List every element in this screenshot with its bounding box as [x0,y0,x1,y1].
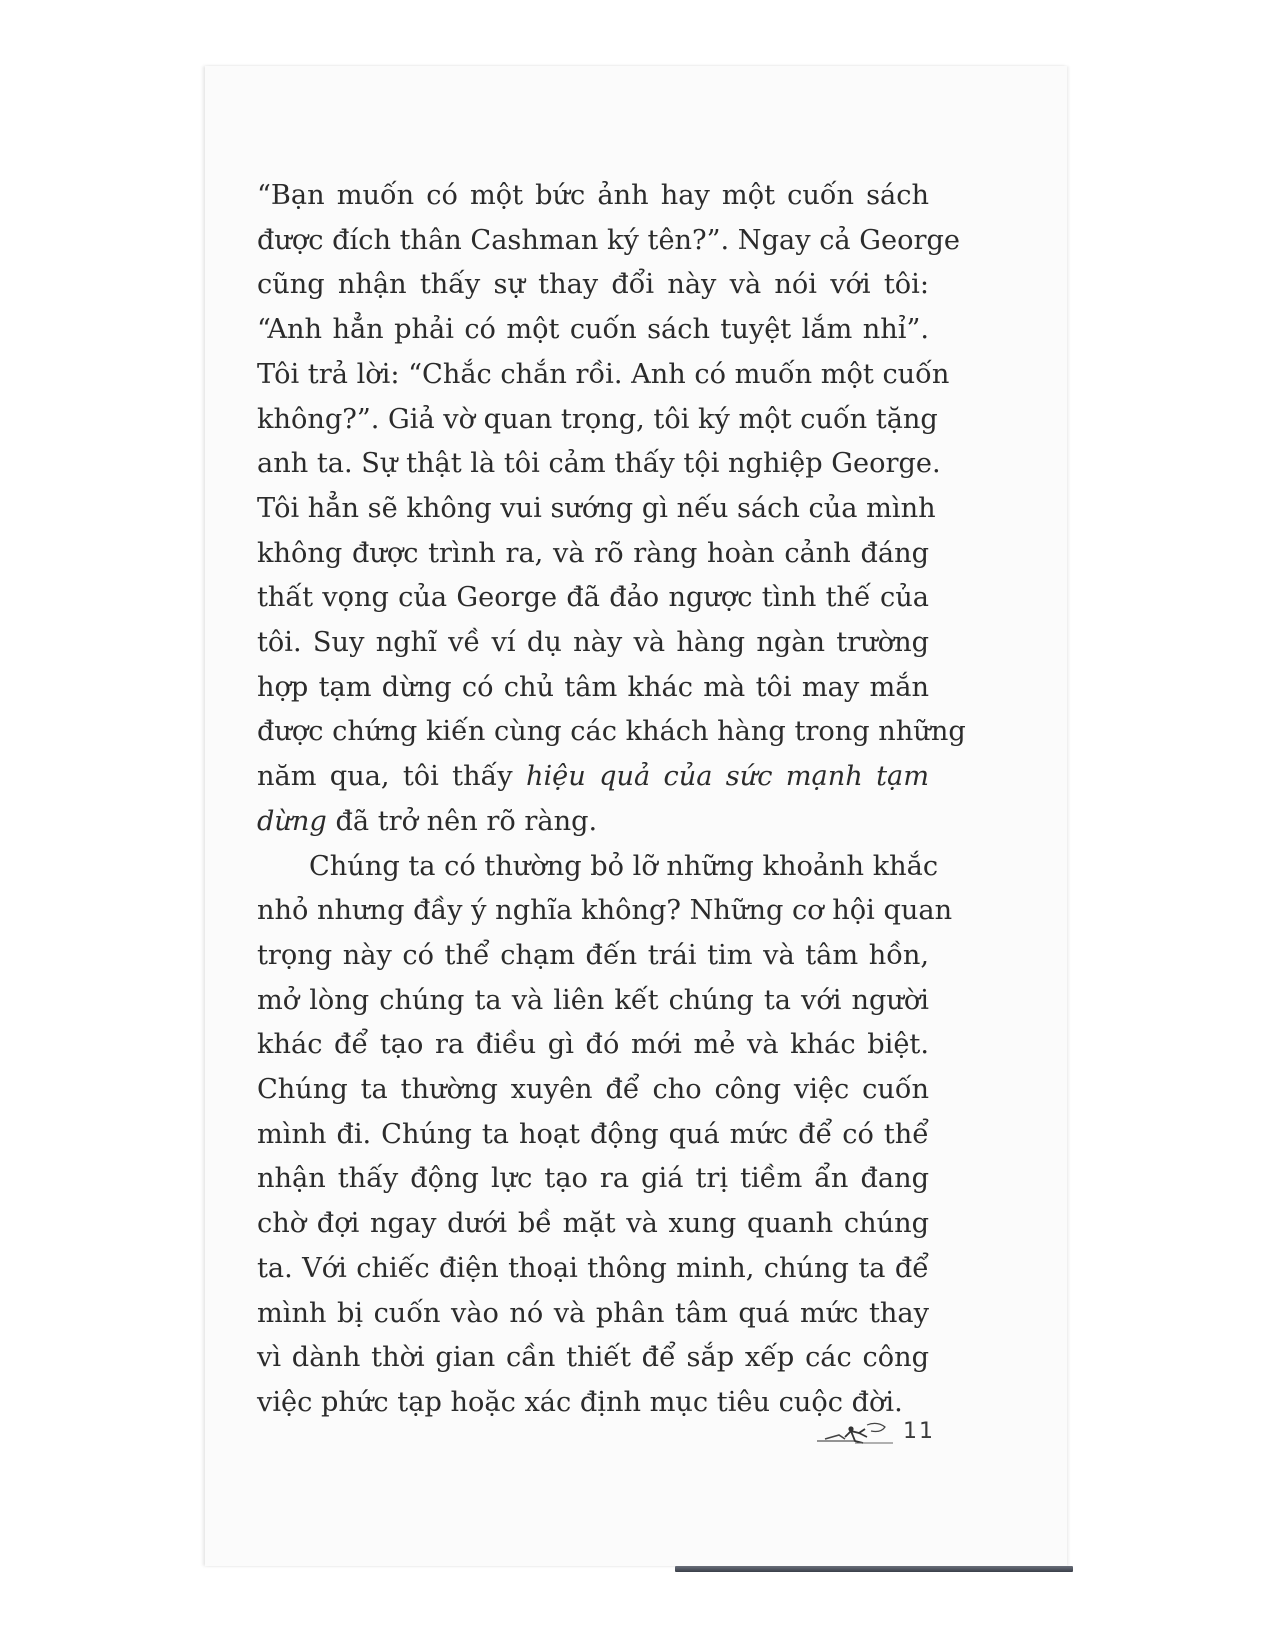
page-number: 11 [903,1419,935,1444]
text-line: nhận thấy động lực tạo ra giá trị tiềm ẩn đang [257,1163,929,1195]
text-line: “Bạn muốn có một bức ảnh hay một cuốn sách [257,180,929,211]
page-footer [815,1419,935,1449]
text-line: nhỏ nhưng đầy ý nghĩa không? Những cơ hội quan [257,895,953,927]
text-line: được đích thân Cashman ký tên?”. Ngay cả George [257,224,960,256]
text-line: việc phức tạp hoặc xác định mục tiêu cuộc đời. [257,1386,903,1418]
text-line: Tôi trả lời: “Chắc chắn rồi. Anh có muốn một cuốn [257,358,950,390]
text-line: Tôi hẳn sẽ không vui sướng gì nếu sách của mình [257,492,936,524]
text-line-with-emphasis [257,755,929,800]
text-line: ta. Với chiếc điện thoại thông minh, chúng ta để [257,1252,929,1284]
text-line-suffix: đã trở nên rõ ràng. [326,805,598,837]
text-line-with-emphasis [257,800,929,845]
text-line: hợp tạm dừng có chủ tâm khác mà tôi may mắn [257,671,929,703]
text-line: Chúng ta thường xuyên để cho công việc cuốn [257,1074,929,1106]
emphasis-text: hiệu quả của sức mạnh tạm [525,761,929,793]
text-line: không?”. Giả vờ quan trọng, tôi ký một cuốn tặng [257,403,938,435]
body-text [257,174,966,1426]
text-line: thất vọng của George đã đảo ngược tình thế của [257,582,929,614]
paragraph-first-line: Chúng ta có thường bỏ lỡ những khoảnh khắc [309,850,939,882]
text-line: trọng này có thể chạm đến trái tim và tâm hồn, [257,939,929,971]
text-line: chờ đợi ngay dưới bề mặt và xung quanh chúng [257,1208,929,1240]
text-line: “Anh hẳn phải có một cuốn sách tuyệt lắm nhỉ”. [257,314,929,346]
text-line: được chứng kiến cùng các khách hàng trong những [257,716,966,748]
text-line: mở lòng chúng ta và liên kết chúng ta với người [257,984,929,1016]
text-line: mình đi. Chúng ta hoạt động quá mức để có thể [257,1118,929,1150]
book-page [205,66,1067,1566]
text-line: cũng nhận thấy sự thay đổi này và nói với tôi: [257,269,929,301]
text-line: không được trình ra, và rõ ràng hoàn cảnh đáng [257,537,929,569]
text-line: tôi. Suy nghĩ về ví dụ này và hàng ngàn trường [257,627,929,659]
text-line: vì dành thời gian cần thiết để sắp xếp các công [257,1342,929,1374]
runner-ornament-icon [815,1419,895,1447]
text-line: mình bị cuốn vào nó và phân tâm quá mức thay [257,1297,929,1329]
emphasis-text: dừng [257,805,327,837]
text-line: khác để tạo ra điều gì đó mới mẻ và khác biệt. [257,1029,929,1061]
text-line: anh ta. Sự thật là tôi cảm thấy tội nghiệp George. [257,448,941,480]
text-line-prefix: năm qua, tôi thấy [257,761,526,793]
